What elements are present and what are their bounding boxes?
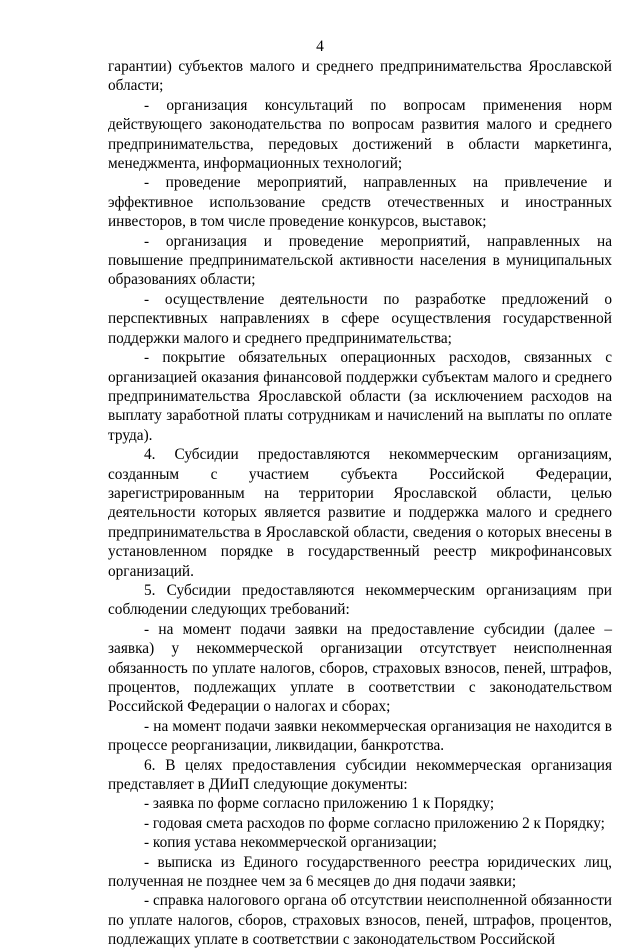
requirement-no-reorganization: - на момент подачи заявки некоммерческая организация не находится в процессе реорганизации, ликвидации, банкротства. [108, 717, 612, 755]
list-item-operational-expenses: - покрытие обязательных операционных расходов, связанных с организацией оказания финансовой поддержки субъектам малого и среднего предпринимательства Ярославской области (за исключением расходов на выплату заработной платы сотрудникам и начислений на выплаты по оплате труда). [108, 349, 612, 444]
clause-6: 6. В целях предоставления субсидии некоммерческая организация представляет в ДИиП следующие документы: [108, 756, 612, 794]
clause-4: 4. Субсидии предоставляются некоммерческим организациям, созданным с участием субъекта Российской Федерации, зарегистрированным на территории Ярославской области, целью деятельности которых является развитие и поддержка малого и среднего предпринимательства в Ярославской области, сведения о которых внесены в установленном порядке в государственный реестр микрофинансовых организаций. [108, 446, 612, 580]
document-item-charter: - копия устава некоммерческой организации; [144, 834, 437, 852]
list-item-proposals: - осуществление деятельности по разработке предложений о перспективных направлениях в сфере осуществления государственной поддержки малого и среднего предпринимательства; [108, 290, 612, 347]
document-item-budget: - годовая смета расходов по форме согласно приложению 2 к Порядку; [144, 814, 605, 832]
requirement-no-tax-debt: - на момент подачи заявки на предоставление субсидии (далее – заявка) у некоммерческой организации отсутствует неисполненная обязанность по уплате налогов, сборов, страховых взносов, пеней, штрафов, процентов, подлежащих уплате в соответствии с законодательством Российской Федерации о налогах и сборах; [108, 620, 612, 716]
paragraph-continuation: гарантии) субъектов малого и среднего предпринимательства Ярославской области; [108, 58, 612, 95]
document-item-registry-extract: - выписка из Единого государственного реестра юридических лиц, полученная не позднее чем за 6 месяцев до дня подачи заявки; [108, 853, 612, 891]
list-item-entrepreneurial-activity: - организация и проведение мероприятий, направленных на повышение предпринимательской активности населения в муниципальных образованиях области; [108, 232, 612, 289]
list-item-consultations: - организация консультаций по вопросам применения норм действующего законодательства по вопросам развития малого и среднего предпринимательства, передовых достижений в области маркетинга, менеджмента, информационных технологий; [108, 96, 612, 173]
document-body [108, 57, 612, 950]
list-item-investor-events: - проведение мероприятий, направленных на привлечение и эффективное использование средств отечественных и иностранных инвесторов, в том числе проведение конкурсов, выставок; [108, 174, 612, 231]
document-item-application: - заявка по форме согласно приложению 1 к Порядку; [144, 795, 495, 813]
clause-5: 5. Субсидии предоставляются некоммерческим организациям при соблюдении следующих требований: [108, 581, 612, 619]
page-number: 4 [316, 38, 324, 55]
document-item-tax-certificate: - справка налогового органа об отсутствии неисполненной обязанности по уплате налогов, сборов, страховых взносов, пеней, штрафов, процентов, подлежащих уплате в соответствии с законодательством Российской [108, 892, 612, 949]
